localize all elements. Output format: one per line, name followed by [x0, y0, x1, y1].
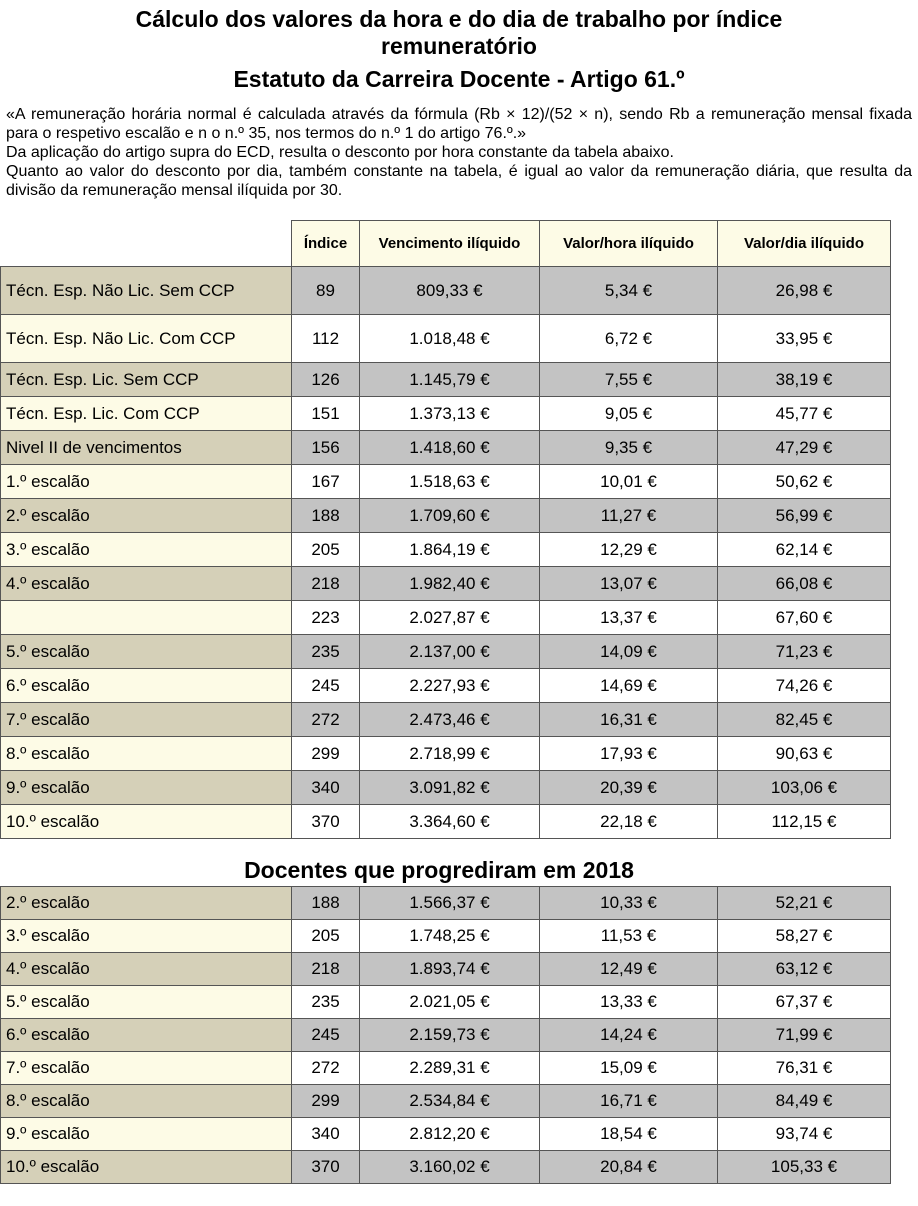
- cell-label: 4.º escalão: [1, 567, 292, 601]
- cell-indice: 188: [292, 887, 360, 920]
- header-valor-dia: Valor/dia ilíquido: [718, 221, 891, 267]
- cell-valor-dia: 74,26 €: [718, 669, 891, 703]
- cell-valor-hora: 20,84 €: [540, 1151, 718, 1184]
- cell-label: 2.º escalão: [1, 499, 292, 533]
- table-row: [1, 1151, 891, 1184]
- cell-valor-dia: 93,74 €: [718, 1118, 891, 1151]
- cell-vencimento: 3.091,82 €: [360, 771, 540, 805]
- table-row: [1, 887, 891, 920]
- cell-label: 7.º escalão: [1, 1052, 292, 1085]
- cell-valor-hora: 13,33 €: [540, 986, 718, 1019]
- table-row: [1, 397, 891, 431]
- cell-vencimento: 3.160,02 €: [360, 1151, 540, 1184]
- cell-valor-dia: 103,06 €: [718, 771, 891, 805]
- cell-label: 3.º escalão: [1, 533, 292, 567]
- cell-valor-hora: 14,69 €: [540, 669, 718, 703]
- cell-valor-dia: 112,15 €: [718, 805, 891, 839]
- cell-valor-hora: 6,72 €: [540, 315, 718, 363]
- intro-quote: «A remuneração horária normal é calculada através da fórmula (Rb × 12)/(52 × n), sendo Rb a remuneração mensal fixada para o respetivo escalão e n o n.º 35, nos termos do n.º 1 do artigo 76.º.»: [6, 106, 912, 142]
- cell-valor-hora: 13,07 €: [540, 567, 718, 601]
- cell-label: Técn. Esp. Lic. Sem CCP: [1, 363, 292, 397]
- intro-text: [0, 105, 918, 200]
- salary-table-2018-body: [1, 887, 891, 1184]
- cell-indice: 156: [292, 431, 360, 465]
- table-row: [1, 953, 891, 986]
- cell-indice: 223: [292, 601, 360, 635]
- cell-valor-hora: 20,39 €: [540, 771, 718, 805]
- cell-valor-hora: 15,09 €: [540, 1052, 718, 1085]
- cell-valor-dia: 58,27 €: [718, 920, 891, 953]
- cell-indice: 151: [292, 397, 360, 431]
- cell-indice: 245: [292, 669, 360, 703]
- table-row: [1, 601, 891, 635]
- page-subtitle: Estatuto da Carreira Docente - Artigo 61.º: [233, 66, 685, 92]
- cell-indice: 218: [292, 953, 360, 986]
- cell-indice: 272: [292, 1052, 360, 1085]
- table-row: [1, 703, 891, 737]
- cell-vencimento: 1.864,19 €: [360, 533, 540, 567]
- header-valor-hora: Valor/hora ilíquido: [540, 221, 718, 267]
- table-row: [1, 1052, 891, 1085]
- cell-valor-hora: 18,54 €: [540, 1118, 718, 1151]
- table-row: [1, 1118, 891, 1151]
- cell-valor-hora: 16,71 €: [540, 1085, 718, 1118]
- table-row: [1, 499, 891, 533]
- table-row: [1, 805, 891, 839]
- cell-vencimento: 1.373,13 €: [360, 397, 540, 431]
- cell-valor-dia: 71,99 €: [718, 1019, 891, 1052]
- table-row: [1, 267, 891, 315]
- cell-valor-hora: 12,29 €: [540, 533, 718, 567]
- cell-valor-hora: 10,01 €: [540, 465, 718, 499]
- cell-label: 6.º escalão: [1, 669, 292, 703]
- table-row: [1, 669, 891, 703]
- cell-indice: 218: [292, 567, 360, 601]
- cell-valor-dia: 84,49 €: [718, 1085, 891, 1118]
- cell-indice: 235: [292, 635, 360, 669]
- cell-label: Técn. Esp. Não Lic. Sem CCP: [1, 267, 292, 315]
- cell-valor-hora: 5,34 €: [540, 267, 718, 315]
- cell-vencimento: 1.982,40 €: [360, 567, 540, 601]
- cell-label: 2.º escalão: [1, 887, 292, 920]
- cell-label: 6.º escalão: [1, 1019, 292, 1052]
- cell-valor-dia: 33,95 €: [718, 315, 891, 363]
- cell-indice: 340: [292, 771, 360, 805]
- cell-valor-hora: 7,55 €: [540, 363, 718, 397]
- table-row: [1, 363, 891, 397]
- cell-label: 7.º escalão: [1, 703, 292, 737]
- cell-label: Técn. Esp. Não Lic. Com CCP: [1, 315, 292, 363]
- cell-label: 4.º escalão: [1, 953, 292, 986]
- cell-valor-dia: 105,33 €: [718, 1151, 891, 1184]
- table-row: [1, 315, 891, 363]
- cell-indice: 272: [292, 703, 360, 737]
- cell-label: 3.º escalão: [1, 920, 292, 953]
- cell-valor-dia: 50,62 €: [718, 465, 891, 499]
- cell-vencimento: 1.145,79 €: [360, 363, 540, 397]
- cell-vencimento: 1.748,25 €: [360, 920, 540, 953]
- cell-indice: 340: [292, 1118, 360, 1151]
- cell-indice: 205: [292, 533, 360, 567]
- cell-valor-dia: 76,31 €: [718, 1052, 891, 1085]
- cell-valor-dia: 56,99 €: [718, 499, 891, 533]
- table-row: [1, 465, 891, 499]
- cell-label: 10.º escalão: [1, 1151, 292, 1184]
- salary-table-body: [1, 267, 891, 839]
- cell-vencimento: 1.518,63 €: [360, 465, 540, 499]
- cell-valor-hora: 9,35 €: [540, 431, 718, 465]
- header-indice: Índice: [292, 221, 360, 267]
- salary-table-2018: [0, 886, 891, 1184]
- cell-vencimento: 1.418,60 €: [360, 431, 540, 465]
- cell-valor-dia: 26,98 €: [718, 267, 891, 315]
- cell-indice: 245: [292, 1019, 360, 1052]
- cell-vencimento: 2.027,87 €: [360, 601, 540, 635]
- cell-valor-dia: 38,19 €: [718, 363, 891, 397]
- cell-valor-dia: 82,45 €: [718, 703, 891, 737]
- cell-indice: 299: [292, 1085, 360, 1118]
- cell-vencimento: 2.137,00 €: [360, 635, 540, 669]
- cell-label: 10.º escalão: [1, 805, 292, 839]
- cell-valor-hora: 14,09 €: [540, 635, 718, 669]
- table-row: [1, 737, 891, 771]
- cell-indice: 205: [292, 920, 360, 953]
- cell-indice: 370: [292, 805, 360, 839]
- cell-vencimento: 1.018,48 €: [360, 315, 540, 363]
- cell-vencimento: 2.812,20 €: [360, 1118, 540, 1151]
- cell-valor-dia: 67,60 €: [718, 601, 891, 635]
- cell-label: 8.º escalão: [1, 1085, 292, 1118]
- cell-valor-dia: 66,08 €: [718, 567, 891, 601]
- cell-label: Nivel II de vencimentos: [1, 431, 292, 465]
- cell-vencimento: 2.159,73 €: [360, 1019, 540, 1052]
- cell-vencimento: 3.364,60 €: [360, 805, 540, 839]
- cell-valor-dia: 71,23 €: [718, 635, 891, 669]
- intro-paragraph-2: Da aplicação do artigo supra do ECD, resulta o desconto por hora constante da tabela abaixo.: [6, 144, 674, 161]
- cell-valor-hora: 14,24 €: [540, 1019, 718, 1052]
- cell-vencimento: 1.709,60 €: [360, 499, 540, 533]
- cell-vencimento: 2.021,05 €: [360, 986, 540, 1019]
- table-row: [1, 635, 891, 669]
- cell-vencimento: 2.534,84 €: [360, 1085, 540, 1118]
- cell-label: 5.º escalão: [1, 635, 292, 669]
- table-row: [1, 920, 891, 953]
- cell-valor-hora: 13,37 €: [540, 601, 718, 635]
- cell-label: 1.º escalão: [1, 465, 292, 499]
- cell-label: 9.º escalão: [1, 771, 292, 805]
- cell-indice: 112: [292, 315, 360, 363]
- cell-indice: 370: [292, 1151, 360, 1184]
- cell-valor-dia: 45,77 €: [718, 397, 891, 431]
- table-row: [1, 1019, 891, 1052]
- table-row: [1, 986, 891, 1019]
- cell-valor-hora: 12,49 €: [540, 953, 718, 986]
- cell-valor-hora: 9,05 €: [540, 397, 718, 431]
- cell-vencimento: 809,33 €: [360, 267, 540, 315]
- page-title-line-2: remuneratório: [381, 33, 537, 59]
- cell-label: 9.º escalão: [1, 1118, 292, 1151]
- intro-paragraph-3: Quanto ao valor do desconto por dia, também constante na tabela, é igual ao valor da remuneração diária, que resulta da divisão da remuneração mensal ilíquida por 30.: [6, 163, 912, 199]
- cell-valor-dia: 63,12 €: [718, 953, 891, 986]
- cell-label: Técn. Esp. Lic. Com CCP: [1, 397, 292, 431]
- cell-vencimento: 2.718,99 €: [360, 737, 540, 771]
- cell-indice: 89: [292, 267, 360, 315]
- header-blank: [1, 221, 292, 267]
- cell-indice: 167: [292, 465, 360, 499]
- cell-vencimento: 2.473,46 €: [360, 703, 540, 737]
- cell-valor-hora: 11,53 €: [540, 920, 718, 953]
- header-vencimento: Vencimento ilíquido: [360, 221, 540, 267]
- salary-table: [0, 220, 891, 839]
- cell-valor-dia: 62,14 €: [718, 533, 891, 567]
- cell-valor-hora: 22,18 €: [540, 805, 718, 839]
- section-title-2018: Docentes que progrediram em 2018: [244, 857, 634, 883]
- cell-valor-dia: 52,21 €: [718, 887, 891, 920]
- cell-label: 8.º escalão: [1, 737, 292, 771]
- cell-vencimento: 2.289,31 €: [360, 1052, 540, 1085]
- cell-label: 5.º escalão: [1, 986, 292, 1019]
- cell-valor-hora: 17,93 €: [540, 737, 718, 771]
- cell-indice: 126: [292, 363, 360, 397]
- cell-indice: 188: [292, 499, 360, 533]
- cell-indice: 299: [292, 737, 360, 771]
- cell-valor-hora: 11,27 €: [540, 499, 718, 533]
- page-title-line-1: Cálculo dos valores da hora e do dia de trabalho por índice: [135, 6, 783, 32]
- table-row: [1, 533, 891, 567]
- cell-valor-dia: 90,63 €: [718, 737, 891, 771]
- cell-valor-hora: 16,31 €: [540, 703, 718, 737]
- cell-label: [1, 601, 292, 635]
- table-row: [1, 1085, 891, 1118]
- cell-valor-dia: 67,37 €: [718, 986, 891, 1019]
- table-row: [1, 771, 891, 805]
- cell-valor-hora: 10,33 €: [540, 887, 718, 920]
- cell-vencimento: 1.566,37 €: [360, 887, 540, 920]
- cell-vencimento: 1.893,74 €: [360, 953, 540, 986]
- cell-vencimento: 2.227,93 €: [360, 669, 540, 703]
- table-row: [1, 431, 891, 465]
- cell-indice: 235: [292, 986, 360, 1019]
- cell-valor-dia: 47,29 €: [718, 431, 891, 465]
- table-row: [1, 567, 891, 601]
